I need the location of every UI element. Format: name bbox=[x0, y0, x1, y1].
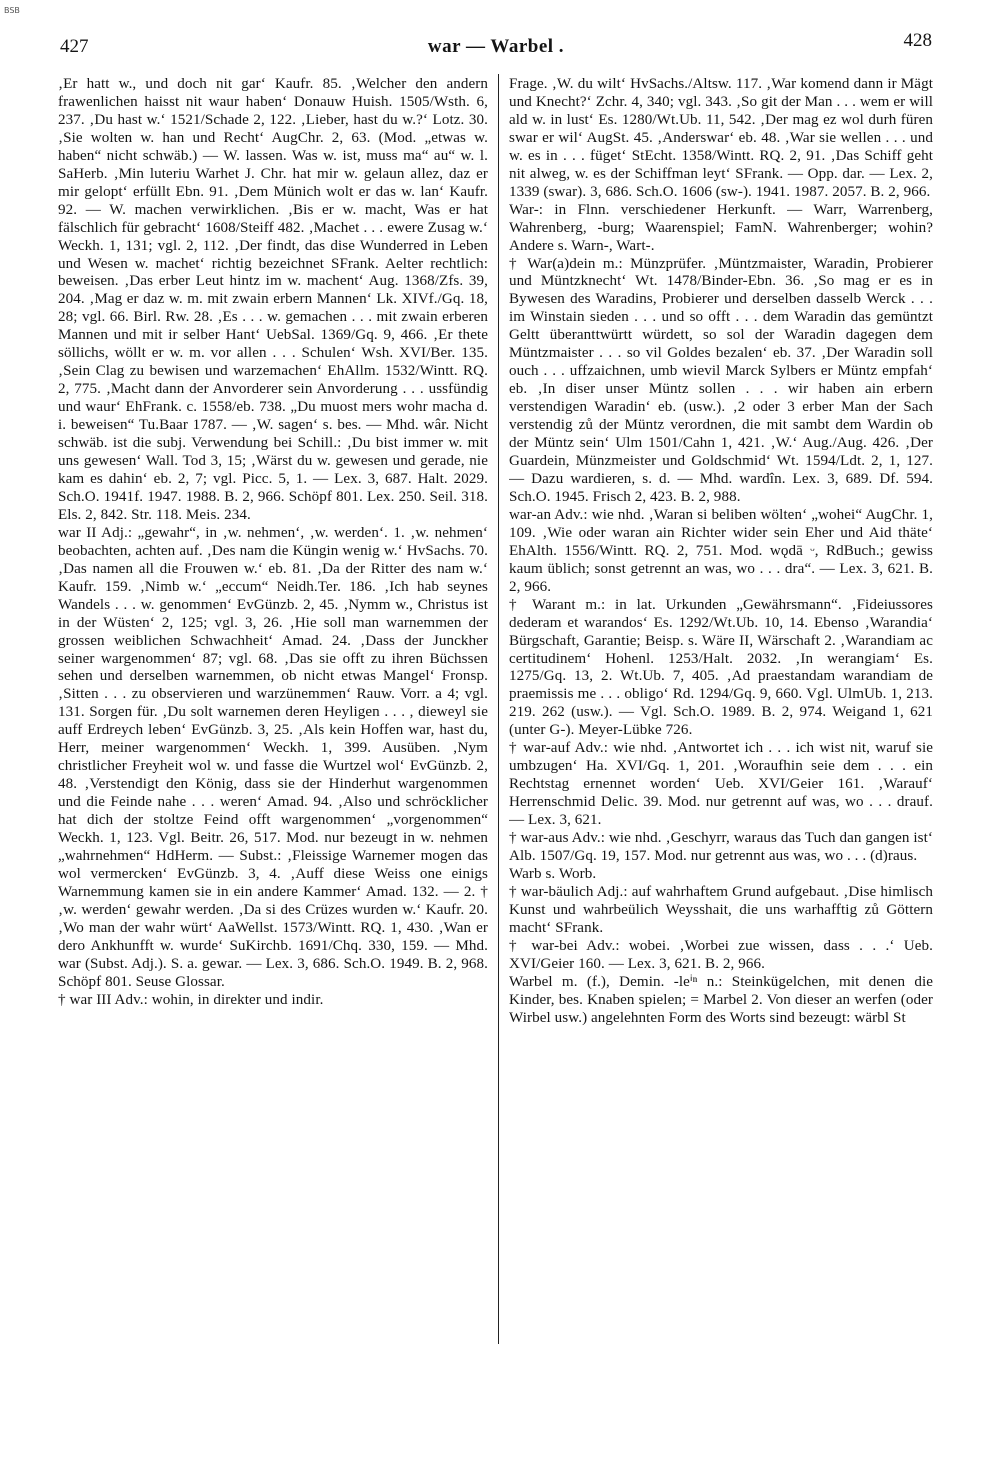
entry-war-an: war-an Adv.: wie nhd. ‚Waran si beliben wölten‘ „wohei“ AugChr. 1, 109. ‚Wie oder waran ain Richter wider sein Eher und Aid thäte‘ EhAlth. 1556/Wintt. RQ. 2, 751. Mod. wǫdā ᵕ, RdBuch.; gewiss kaum üblich; sonst getrennt an was, wo . . . dra“. — Lex. 3, 621. B. 2, 966. bbox=[509, 506, 933, 595]
entry-war-prefix: War-: in Flnn. verschiedener Herkunft. — Warr, Warrenberg, Wahrenberg, -burg; Waarenspiel; FamN. Wahrenberger; wohin? Andere s. Warn-, Wart-. bbox=[509, 201, 933, 254]
right-column bbox=[509, 76, 933, 1356]
left-column bbox=[58, 76, 488, 1356]
entry-war-bei: † war-bei Adv.: wobei. ‚Worbei zue wissen, dass . . .‘ Ueb. XVI/Geier 160. — Lex. 3, 621. B. 2, 966. bbox=[509, 937, 933, 972]
entry-waradein: † War(a)dein m.: Münzprüfer. ‚Müntzmaister, Waradin, Probierer und Müntzknecht‘ Wt. 1478/Binder-Ebn. 36. ‚So mag er es in Bywesen des Waradins, Probierer und derselben dasselb Werck . . . im Winstain sieden . . . und so offt . . . dem Waradin das gemüntzt Geltt überanttwürtt würdett, so sol der Waradin dagegen dem Müntzmaister . . . so vil Goldes bezalen‘ eb. 37. ‚Der Waradin soll ouch . . . uffzaichnen, umb wievil Marck Sylbers er Müntz empfah‘ eb. ‚In diser unser Müntz sollen . . . wir haben ain erbern verstendigen Waradin‘ eb. (usw.). ‚2 oder 3 erber Man der Sach verstendig zů der Müntz verordnen, die mit sambt dem Wardin ob der Müntz sein‘ Ulm 1501/Cahn 1, 421. ‚W.‘ Aug./Aug. 426. ‚Der Guardein, Münzmeister und Goldschmid‘ Wt. 1594/Ldt. 2, 1, 127. — Dazu wardieren, s. d. — Mhd. wardîn. Lex. 3, 689. Df. 594. Sch.O. 1945. Frisch 2, 423. B. 2, 988. bbox=[509, 255, 933, 505]
library-stamp: BSB bbox=[4, 6, 20, 15]
entry-war-iii-continuation: Frage. ‚W. du wilt‘ HvSachs./Altsw. 117. ‚War komend dann ir Mägt und Knecht?‘ Zchr. 4, 340; vgl. 343. ‚So git der Man . . . wem er will ald w. in lust‘ Es. 1280/Wt.Ub. 11, 542. ‚Der mag ez wol durh füren swar er wil‘ AugSt. 45. ‚Anderswar‘ eb. 48. ‚War sie wellen . . . und w. es in . . . füget‘ StEcht. 1358/Wintt. RQ. 2, 91. ‚Das Schiff geht nit alweg, w. es der Schiffman leyt‘ SFrank. — Opp. dar. — Lex. 2, 1339 (swar). 3, 686. Sch.O. 1606 (sw-). 1941. 1987. 2057. B. 2, 966. bbox=[509, 76, 933, 200]
entry-war-auf: † war-auf Adv.: wie nhd. ‚Antwortet ich . . . ich wist nit, waruf sie umbzugen‘ Ha. XVI/Gq. 1, 201. ‚Woraufhin seie dem . . . ein Rechtstag ernennet worden‘ Ueb. XVI/Geier 161. ‚Warauf‘ Herrenschmid Delic. 39. Mod. nur getrennt auf was, wo . . . drauf. — Lex. 3, 621. bbox=[509, 740, 933, 829]
entry-warbel: Warbel m. (f.), Demin. -leⁱⁿ n.: Steinkügelchen, mit denen die Kinder, bes. Knaben spielen; = Marbel 2. Von dieser an werfen (oder Wirbel usw.) angelehnten Form des Worts sind bezeugt: wärbl St bbox=[509, 973, 933, 1026]
page-header bbox=[60, 28, 932, 62]
entry-warant: † Warant m.: in lat. Urkunden „Gewährsmann“. ‚Fideiussores dederam et warandos‘ Es. 1292/Wt.Ub. 10, 14. Ebenso ‚Warandia‘ Bürgschaft, Garantie; Beisp. s. Wäre II, Wärschaft 2. ‚Warandiam ac certitudinem‘ Hohenl. 1253/Halt. 2032. ‚In werangiam‘ Es. 1275/Gq. 13, 2. Wt.Ub. 7, 405. ‚Ad praestandam warandiam de praemissis me . . . obligo‘ Rd. 1294/Gq. 9, 660. Vgl. UlmUb. 1, 213. 219. 262 (usw.). — Vgl. Sch.O. 1989. B. 2, 974. Weigand 1, 621 (unter G-). Meyer-Lübke 726. bbox=[509, 596, 933, 739]
entry-war-iii: † war III Adv.: wohin, in direkter und indir. bbox=[58, 991, 324, 1008]
entry-warb: Warb s. Worb. bbox=[509, 865, 597, 882]
entry-war-aus: † war-aus Adv.: wie nhd. ‚Geschyrr, waraus das Tuch dan gangen ist‘ Alb. 1507/Gq. 19, 157. Mod. nur getrennt aus was, wo . . . (d)raus. bbox=[509, 830, 933, 864]
entry-war-i-continuation: ‚Er hatt w., und doch nit gar‘ Kaufr. 85. ‚Welcher den andern frawenlichen haisst nit waur haben‘ Donauw Huish. 1505/Wsth. 6, 237. ‚Du hast w.‘ 1521/Schade 2, 122. ‚Lieber, hast du w.?‘ Lotz. 30. ‚Sie wolten w. han und Recht‘ AugChr. 2, 63. (Mod. „etwas w. haben“ nicht schwäb.) — W. lassen. Was w. ist, muss ma“ au“ w. l. SaHerb. ‚Min luteriu Warhet J. Chr. hat mir w. gelaun allez, daz er mir gelopt‘ erfüllt Ebn. 91. ‚Dem Münich wolt er das w. lan‘ Kaufr. 92. — W. machen verwirklichen. ‚Bis er w. macht, Was er hat fälschlich für gebracht‘ 1608/Steiff 482. ‚Machet . . . ewere Zusag w.‘ Weckh. 1, 131; vgl. 2, 112. ‚Der findt, das dise Wunderred in Leben und Wesen w. machet‘ richtig bezeichnet SFrank. Aelter rechtlich: beweisen. ‚Das erber Leut hintz im w. machent‘ Aug. 1368/Zfs. 39, 204. ‚Mag er daz w. m. mit zwain erbern Mannen‘ Lk. XIVf./Gq. 18, 28; vgl. 66. Birl. Rw. 28. ‚Es . . . w. gemachen . . . mit zwain erberen Mannen und mit ir selber Hant‘ UebSal. 1369/Gq. 9, 466. ‚Er thete söllichs, wöllt er w. m. vor allen . . . Schulen‘ Wsh. XVI/Ber. 135. ‚Sein Clag zu bewisen und warzemachen‘ EhAllm. 1532/Wintt. RQ. 2, 775. ‚Macht dann der Anvorderer sein Anvorderung . . . ussfündig und waur‘ EhFrank. c. 1558/eb. 738. „Du muost mers wohr macha d. i. beweisen“ Tu.Baar 1787. — ‚W. sagen‘ s. bes. — Mhd. wâr. Nicht schwäb. ist die subj. Verwendung bei Schill.: ‚Du bist immer w. mit uns gewesen‘ Wall. Tod 3, 15; ‚Wärst du w. gewesen und gerade, nie kam es dahin‘ eb. 2, 7; vgl. Picc. 5, 1. — Lex. 3, 687. Halt. 2029. Sch.O. 1941f. 1947. 1988. B. 2, 966. Schöpf 801. Lex. 250. Seil. 318. Els. 2, 842. Str. 118. Meis. 234. bbox=[58, 76, 488, 523]
running-title: war — Warbel . bbox=[427, 36, 565, 57]
entry-war-ii: war II Adj.: „gewahr“, in ‚w. nehmen‘, ‚w. werden‘. 1. ‚w. nehmen‘ beobachten, achten auf. ‚Des nam die Küngin wenig w.‘ HvSachs. 70. ‚Das namen all die Frouwen w.‘ eb. 81. ‚Da der Ritter des nam w.‘ Kaufr. 159. ‚Nimb w.‘ „eccum“ Neidh.Ter. 186. ‚Ich hab seynes Wandels . . . w. genommen‘ EvGünzb. 2, 45. ‚Nymm w., Christus ist in der Wüsten‘ 2, 125; vgl. 3, 26. ‚Hie soll man warnemmen der grossen weiblichen Schwachheit‘ Amad. 24. ‚Dass der Junckher seiner wargenommen‘ 87; vgl. 68. ‚Das sie offt zu ihren Büchssen sehen und derselben warnemmen, ob nicht etwas Mangel‘ Fronsp. ‚Sitten . . . zu observieren und warzünemmen‘ Rauw. Vorr. a 4; vgl. 131. Sorgen für. ‚Du solt warnemen deren Heyligen . . . , dieweyl sie auff Erdreych leben‘ EvGünzb. 3, 25. ‚Als kein Hoffen war, hast du, Herr, meiner wargenommen‘ Weckh. 1, 399. Ausüben. ‚Nym christlicher Freyheit wol w. und fasse die Wurtzel wol‘ EvGünzb. 2, 48. ‚Verstendigt den König, dass sie der Hinderhut wargenommen und die Feinde nahe . . . weren‘ Amad. 94. ‚Also und schröcklicher hat dich der stoltze Feind offt wargenommen‘ „vorgenommen“ Weckh. 1, 123. Vgl. Beitr. 26, 517. Mod. nur bezeugt in w. nehmen „wahrnehmen“ HdHerm. — Subst.: ‚Fleissige Warnemer mogen das wol vermercken‘ EvGünzb. 3, 4. ‚Auff diese Weiss one einigs Warnemmung kamen sie in ein andere Kammer‘ Amad. 132. — 2. † ‚w. werden‘ gewahr werden. ‚Da si des Crüzes wurden w.‘ Kaufr. 20. ‚Wo man der wahr würt‘ AaWellst. 1573/Wintt. RQ. 1, 430. ‚Wan er dero Ankhunfft w. wurde‘ SuKirchb. 1691/Chq. 330, 159. — Mhd. war (Subst. Adj.). S. a. gewar. — Lex. 3, 686. Sch.O. 1949. B. 2, 968. Schöpf 801. Seuse Glossar. bbox=[58, 524, 488, 990]
page-number-left: 427 bbox=[60, 36, 89, 57]
column-divider bbox=[498, 74, 499, 1344]
entry-war-baeulich: † war-bäulich Adj.: auf wahrhaftem Grund aufgebaut. ‚Dise himlisch Kunst und wahrbeülich Weysshait, die uns warhafftig zů Göttern macht‘ SFrank. bbox=[509, 883, 933, 936]
page-number-right: 428 bbox=[903, 30, 932, 51]
